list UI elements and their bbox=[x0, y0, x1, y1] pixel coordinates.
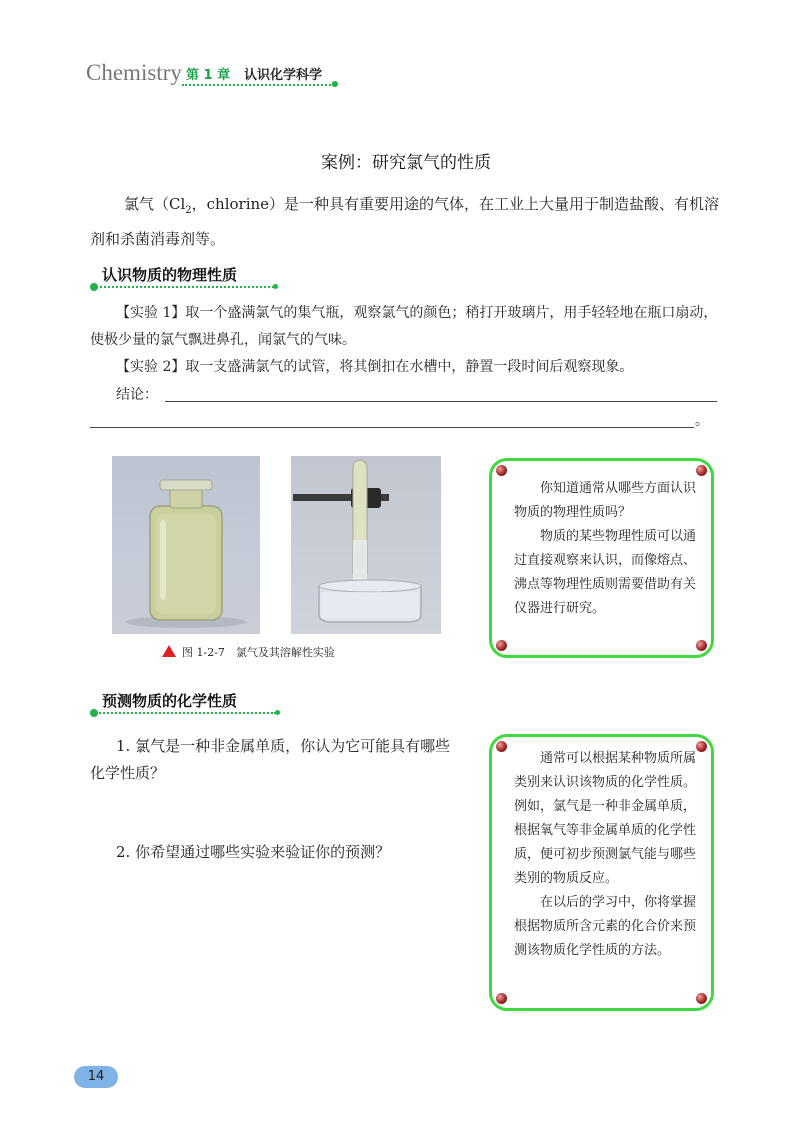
pushpin-icon bbox=[496, 465, 507, 476]
section-heading-underline bbox=[96, 286, 274, 288]
section-chemical-properties-title: 预测物质的化学性质 bbox=[102, 692, 238, 710]
note-paragraph: 通常可以根据某种物质所属类别来认识该物质的化学性质。例如，氯气是一种非金属单质，根据氧气等非金属单质的化学性质，便可初步预测氯气能与哪些类别的物质反应。 bbox=[514, 751, 697, 886]
note-text bbox=[514, 477, 698, 621]
triangle-icon bbox=[162, 645, 176, 657]
section-heading-underline bbox=[96, 712, 276, 714]
case-title: 案例：研究氯气的性质 bbox=[321, 153, 491, 173]
chapter-title: 认识化学科学 bbox=[244, 68, 323, 83]
page-number: 14 bbox=[74, 1066, 118, 1088]
experiment-2: 【实验 2】取一支盛满氯气的试管，将其倒扣在水槽中，静置一段时间后观察现象。 bbox=[116, 359, 634, 375]
section-heading-dot-end bbox=[275, 710, 280, 715]
note-box-physical bbox=[489, 458, 714, 658]
note-text bbox=[514, 747, 698, 963]
book-brand: Chemistry bbox=[86, 60, 182, 85]
intro-text-start: 氯气（Cl bbox=[124, 195, 186, 213]
conclusion-label: 结论： bbox=[116, 387, 158, 403]
figure-caption bbox=[162, 644, 335, 660]
note-paragraph: 物质的某些物理性质可以通过直接观察来认识，而像熔点、沸点等物理性质则需要借助有关仪器进行研究。 bbox=[514, 529, 697, 616]
intro-paragraph bbox=[90, 190, 720, 254]
conclusion-end-mark: 。 bbox=[695, 413, 709, 429]
question-1: 1. 氯气是一种非金属单质，你认为它可能具有哪些化学性质？ bbox=[90, 737, 451, 782]
conclusion-blank-line-2 bbox=[90, 427, 694, 428]
pushpin-icon bbox=[496, 640, 507, 651]
chlorine-bottle-photo bbox=[112, 456, 260, 634]
pushpin-icon bbox=[696, 993, 707, 1004]
question-2: 2. 你希望通过哪些实验来验证你的预测？ bbox=[116, 843, 391, 861]
section-heading-dot-end bbox=[273, 284, 278, 289]
header-divider bbox=[182, 84, 334, 86]
test-tube-water-photo bbox=[291, 456, 441, 634]
chapter-number: 第 1 章 bbox=[186, 68, 231, 83]
intro-subscript: 2 bbox=[185, 205, 192, 216]
experiment-1: 【实验 1】取一个盛满氯气的集气瓶，观察氯气的颜色；稍打开玻璃片，用手轻轻地在瓶口扇动，使极少量的氯气飘进鼻孔，闻氯气的气味。 bbox=[90, 305, 718, 348]
note-paragraph: 在以后的学习中，你将掌握根据物质所含元素的化合价来预测该物质化学性质的方法。 bbox=[514, 895, 697, 958]
note-box-chemical bbox=[489, 734, 714, 1011]
pushpin-icon bbox=[496, 741, 507, 752]
intro-text-end: ，chlorine）是一种具有重要用途的气体，在工业上大量用于制造盐酸、有机溶剂和杀菌消毒剂等。 bbox=[90, 195, 720, 248]
conclusion-blank-line-1 bbox=[165, 401, 717, 402]
figure-caption-text: 图 1-2-7 氯气及其溶解性实验 bbox=[182, 646, 335, 659]
pushpin-icon bbox=[696, 465, 707, 476]
header-divider-dot bbox=[332, 81, 338, 87]
section-physical-properties-title: 认识物质的物理性质 bbox=[102, 266, 238, 284]
pushpin-icon bbox=[496, 993, 507, 1004]
note-paragraph: 你知道通常从哪些方面认识物质的物理性质吗？ bbox=[514, 481, 697, 520]
pushpin-icon bbox=[696, 640, 707, 651]
